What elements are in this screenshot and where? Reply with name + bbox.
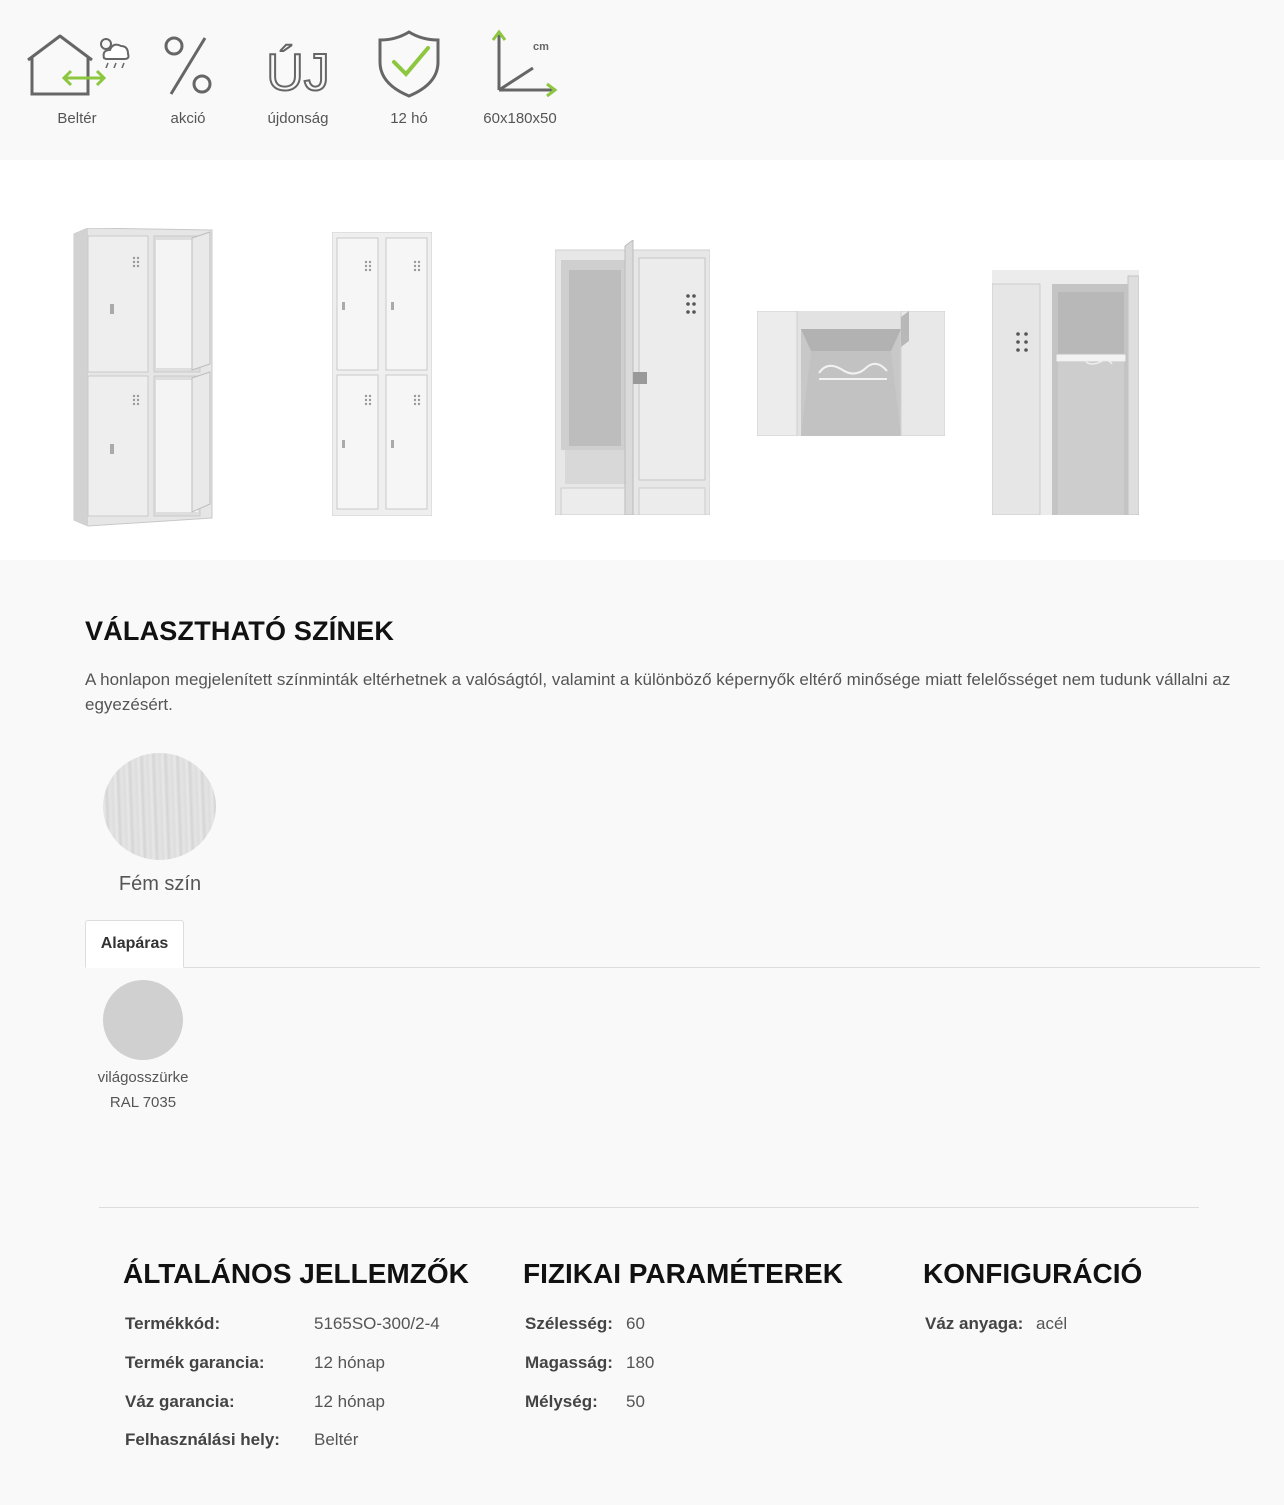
spec-general: [123, 1258, 469, 1449]
new-uj-icon: [245, 28, 351, 100]
locker-shelf-detail-image[interactable]: [992, 270, 1139, 515]
feature-label: 60x180x50: [483, 110, 557, 127]
price-tabs: [85, 920, 1260, 968]
spec-key: Mélység:: [525, 1392, 598, 1411]
product-gallery: [0, 160, 1284, 560]
tab-alaparas[interactable]: Alapáras: [85, 920, 184, 968]
feature-indoor: [22, 28, 132, 127]
spec-value: 12 hónap: [314, 1353, 385, 1372]
colors-title: VÁLASZTHATÓ SZÍNEK: [85, 616, 395, 646]
new-glyph: ÚJ: [266, 44, 330, 100]
spec-value: 60: [626, 1314, 645, 1333]
feature-label: 12 hó: [390, 110, 428, 127]
spec-config-title: KONFIGURÁCIÓ: [923, 1258, 1143, 1289]
color-swatch-name: világosszürke: [97, 1069, 189, 1086]
spec-key: Felhasználási hely:: [125, 1430, 280, 1449]
color-swatch-light-grey[interactable]: [103, 980, 183, 1060]
feature-dimensions: [465, 28, 575, 127]
spec-general-title: ÁLTALÁNOS JELLEMZŐK: [123, 1258, 469, 1289]
locker-closed-front-image[interactable]: [332, 232, 432, 516]
spec-value: acél: [1036, 1314, 1068, 1333]
feature-label: Beltér: [57, 110, 97, 127]
feature-sale: [133, 28, 243, 127]
spec-key: Váz anyaga:: [925, 1314, 1024, 1333]
spec-physical: [523, 1258, 843, 1411]
colors-description: A honlapon megjelenített színminták eltérhetnek a valóságtól, valamint a különböző képernyők eltérő minősége miatt felelősséget nem tudunk vállalni az egyezésért.: [85, 670, 1231, 714]
percent-icon: [135, 28, 241, 100]
indoor-house-icon: [24, 28, 130, 100]
spec-value: 12 hónap: [314, 1392, 385, 1411]
spec-key: Termékkód:: [125, 1314, 221, 1333]
spec-key: Szélesség:: [525, 1314, 613, 1333]
spec-physical-title: FIZIKAI PARAMÉTEREK: [523, 1258, 843, 1289]
material-label: Fém szín: [118, 873, 202, 895]
locker-open-compartment-image[interactable]: [555, 240, 710, 515]
dimensions-axes-icon: [467, 28, 573, 100]
feature-label: akció: [170, 110, 206, 127]
section-divider: [99, 1207, 1199, 1208]
unit-label: cm: [533, 41, 549, 53]
spec-key: Termék garancia:: [125, 1353, 265, 1372]
shield-check-icon: [356, 28, 462, 100]
spec-value: 180: [626, 1353, 655, 1372]
spec-value: Beltér: [314, 1430, 359, 1449]
spec-config: [923, 1258, 1143, 1333]
spec-key: Váz garancia:: [125, 1392, 235, 1411]
feature-icons-bar: [0, 0, 1284, 160]
spec-key: Magasság:: [525, 1353, 613, 1372]
locker-open-doors-image[interactable]: [70, 228, 220, 528]
feature-warranty: [354, 28, 464, 127]
locker-shoe-rack-detail-image[interactable]: [757, 311, 945, 436]
spec-value: 5165SO-300/2-4: [314, 1314, 440, 1333]
material-swatch-metal[interactable]: [103, 753, 216, 860]
spec-value: 50: [626, 1392, 645, 1411]
color-swatch-code: RAL 7035: [109, 1094, 177, 1111]
feature-new: [243, 28, 353, 127]
feature-label: újdonság: [267, 110, 329, 127]
